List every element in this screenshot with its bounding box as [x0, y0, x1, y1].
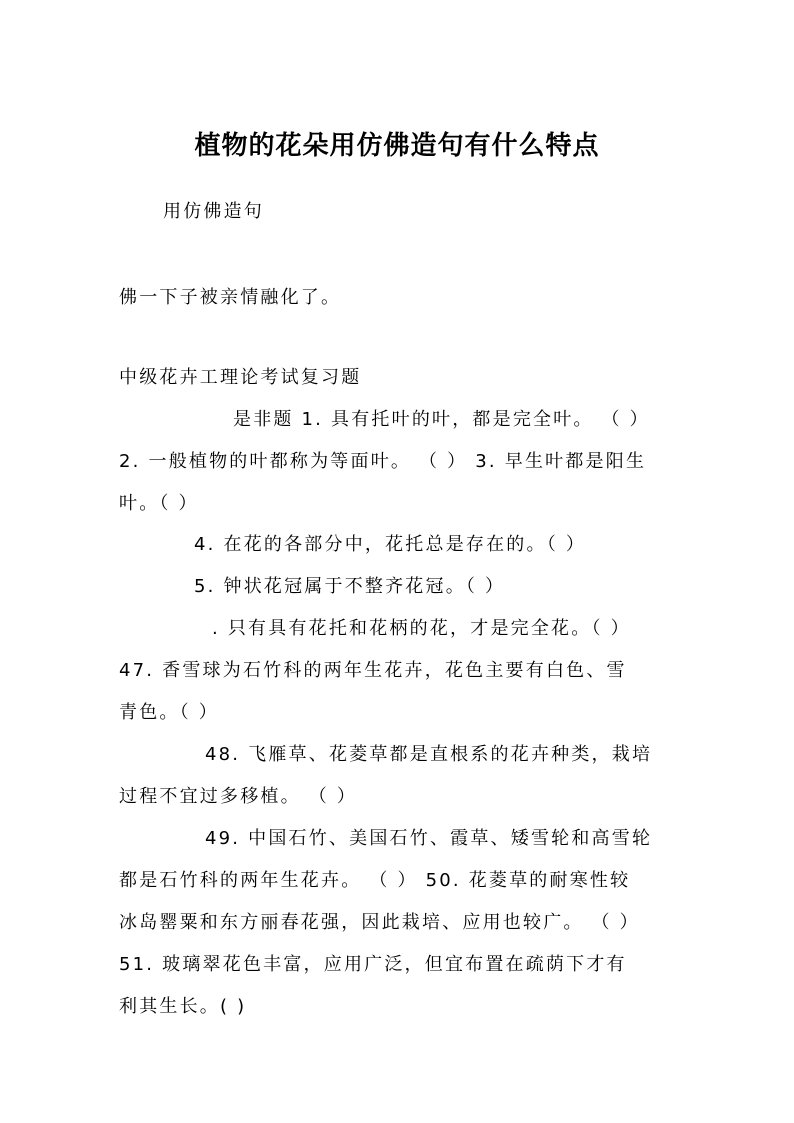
question-line: 都是石竹科的两年生花卉。 （ ） 50. 花菱草的耐寒性较	[119, 870, 631, 891]
question-line: 49. 中国石竹、美国石竹、霞草、矮雪轮和高雪轮	[205, 828, 653, 849]
question-line: . 只有具有花托和花柄的花，才是完全花。（ ）	[212, 618, 631, 639]
document-title: 植物的花朵用仿佛造句有什么特点	[194, 131, 600, 161]
section-heading: 中级花卉工理论考试复习题	[119, 367, 362, 388]
question-line: 利其生长。( )	[119, 996, 247, 1017]
question-line: 冰岛罂粟和东方丽春花强，因此栽培、应用也较广。 （ ）	[119, 912, 640, 933]
question-line: 叶。（ ）	[119, 493, 199, 514]
question-line: 48. 飞雁草、花菱草都是直根系的花卉种类，栽培	[205, 744, 653, 765]
question-line: 青色。（ ）	[119, 702, 219, 723]
text-line-1: 佛一下子被亲情融化了。	[119, 287, 342, 308]
question-line: 4. 在花的各部分中，花托总是存在的。（ ）	[194, 534, 587, 555]
question-line: 过程不宜过多移植。 （ ）	[119, 786, 358, 807]
question-line: 5. 钟状花冠属于不整齐花冠。（ ）	[194, 576, 506, 597]
subtitle: 用仿佛造句	[163, 201, 264, 222]
question-line: 2. 一般植物的叶都称为等面叶。 （ ） 3. 早生叶都是阳生	[119, 451, 647, 472]
question-line: 47. 香雪球为石竹科的两年生花卉，花色主要有白色、雪	[119, 660, 627, 681]
question-line: 是非题 1. 具有托叶的叶，都是完全叶。 （ ）	[233, 409, 650, 430]
question-line: 51. 玻璃翠花色丰富，应用广泛，但宜布置在疏荫下才有	[119, 954, 627, 975]
